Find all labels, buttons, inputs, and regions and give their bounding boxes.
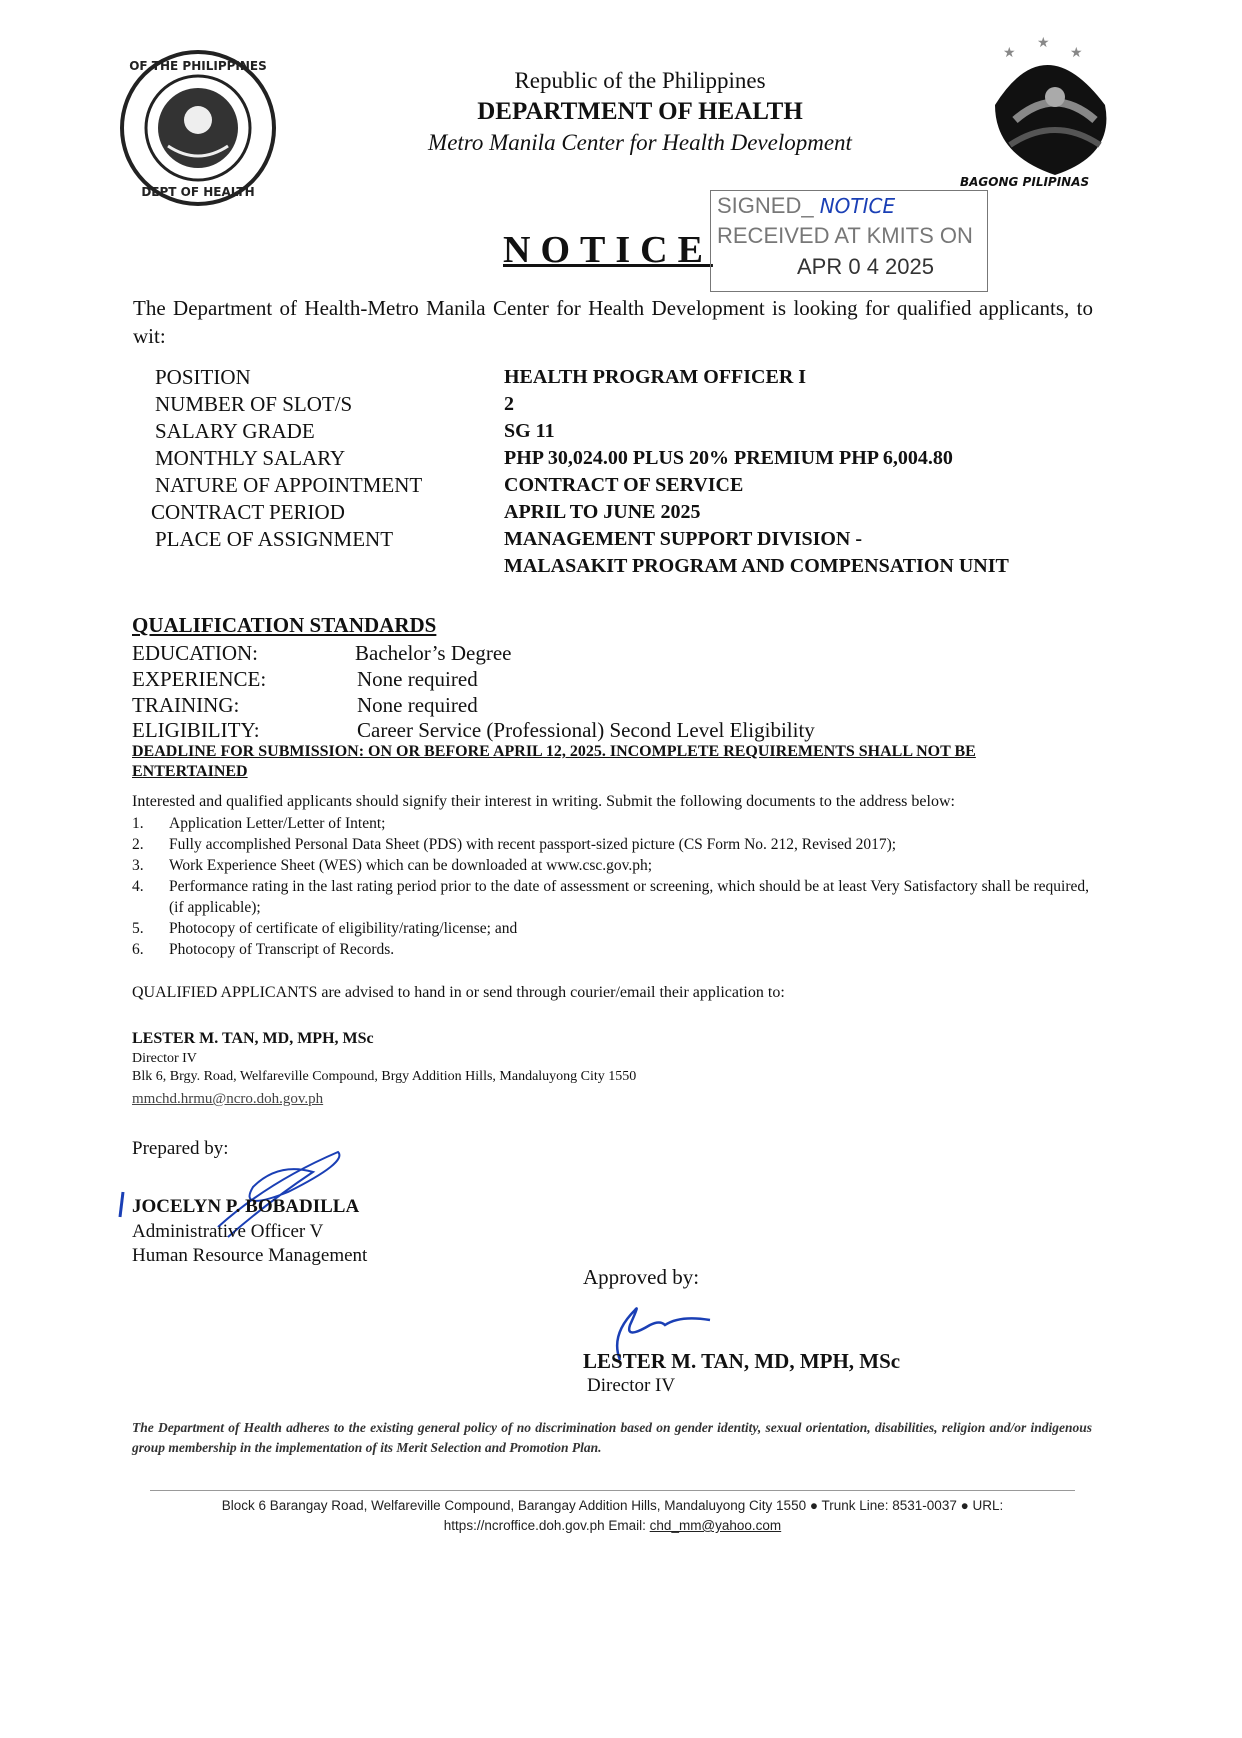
department-line: DEPARTMENT OF HEALTH bbox=[477, 98, 803, 125]
bagong-pilipinas-logo bbox=[960, 35, 1135, 195]
detail-label: PLACE OF ASSIGNMENT bbox=[155, 527, 394, 551]
detail-label: SALARY GRADE bbox=[155, 419, 315, 443]
detail-value: CONTRACT OF SERVICE bbox=[504, 474, 744, 496]
center-line: Metro Manila Center for Health Development bbox=[428, 130, 852, 155]
detail-label: MONTHLY SALARY bbox=[155, 446, 346, 470]
approver-name: LESTER M. TAN, MD, MPH, MSc bbox=[583, 1349, 901, 1373]
footer-divider bbox=[150, 1490, 1075, 1491]
advice-text: QUALIFIED APPLICANTS are advised to hand in or send through courier/email their application to: bbox=[132, 984, 785, 1001]
qualification-label: TRAINING: bbox=[132, 693, 240, 717]
detail-value: MALASAKIT PROGRAM AND COMPENSATION UNIT bbox=[504, 555, 1009, 577]
preparer-office: Human Resource Management bbox=[132, 1245, 368, 1266]
received-stamp: SIGNED_ NOTICE RECEIVED AT KMITS ON APR 0 4 2025 bbox=[710, 190, 988, 292]
letterhead bbox=[300, 66, 980, 158]
footer-address: Block 6 Barangay Road, Welfareville Compound, Barangay Addition Hills, Mandaluyong City 1550 ● Trunk Line: 8531-0037 ● URL: bbox=[221, 1498, 1004, 1513]
doh-seal-logo bbox=[118, 48, 278, 208]
list-number: 1. bbox=[132, 815, 144, 832]
instructions: Interested and qualified applicants should signify their interest in writing. Submit the following documents to the address below: bbox=[132, 793, 955, 810]
preparer-name: JOCELYN P. BOBADILLA bbox=[132, 1196, 360, 1217]
qualification-value: None required bbox=[357, 693, 478, 717]
stamp-signed-value: NOTICE bbox=[819, 194, 896, 218]
logo-text: BAGONG PILIPINAS bbox=[960, 175, 1090, 189]
approved-label: Approved by: bbox=[583, 1265, 700, 1289]
svg-text:★: ★ bbox=[1070, 46, 1083, 61]
list-text: Performance rating in the last rating period prior to the date of assessment or screening, which should be at least Very Satisfactory shall be required, (if applicable); bbox=[169, 878, 1089, 916]
list-item bbox=[132, 918, 1092, 939]
detail-value: HEALTH PROGRAM OFFICER I bbox=[504, 366, 807, 388]
list-item bbox=[132, 855, 1092, 876]
intro-paragraph: The Department of Health-Metro Manila Center for Health Development is looking for qualified applicants, to wit: bbox=[133, 296, 1093, 348]
qualification-label: EDUCATION: bbox=[132, 641, 258, 665]
footer bbox=[150, 1496, 1075, 1536]
preparer-title: Administrative Officer V bbox=[132, 1221, 324, 1242]
detail-label: NATURE OF APPOINTMENT bbox=[155, 473, 423, 497]
addressee-email-link[interactable]: mmchd.hrmu@ncro.doh.gov.ph bbox=[132, 1091, 324, 1107]
prepared-label: Prepared by: bbox=[132, 1138, 229, 1159]
list-item bbox=[132, 834, 1092, 855]
detail-value: APRIL TO JUNE 2025 bbox=[504, 501, 701, 523]
list-item bbox=[132, 813, 1092, 834]
list-text: Application Letter/Letter of Intent; bbox=[169, 815, 386, 832]
republic-line: Republic of the Philippines bbox=[514, 68, 766, 93]
svg-text:★: ★ bbox=[1037, 36, 1050, 51]
list-number: 6. bbox=[132, 941, 144, 958]
qualification-value: Career Service (Professional) Second Level Eligibility bbox=[357, 718, 815, 742]
svg-text:DEPT OF HEALTH: DEPT OF HEALTH bbox=[141, 185, 255, 199]
approver-title: Director IV bbox=[587, 1375, 676, 1396]
detail-label: CONTRACT PERIOD bbox=[151, 500, 345, 524]
stamp-date: APR 0 4 2025 bbox=[797, 254, 934, 279]
stamp-signed-label: SIGNED bbox=[717, 193, 802, 218]
addressee-address: Blk 6, Brgy. Road, Welfareville Compound, Brgy Addition Hills, Mandaluyong City 1550 bbox=[132, 1069, 637, 1084]
qualification-heading: QUALIFICATION STANDARDS bbox=[132, 613, 437, 637]
detail-label: NUMBER OF SLOT/S bbox=[155, 392, 353, 416]
list-item bbox=[132, 939, 1092, 960]
list-number: 2. bbox=[132, 836, 144, 853]
addressee-name: LESTER M. TAN, MD, MPH, MSc bbox=[132, 1030, 374, 1047]
list-text: Photocopy of certificate of eligibility/rating/license; and bbox=[169, 920, 518, 937]
list-number: 4. bbox=[132, 878, 144, 895]
qualification-label: EXPERIENCE: bbox=[132, 667, 267, 691]
detail-value: 2 bbox=[504, 393, 514, 415]
notice-title: NOTICE bbox=[503, 229, 713, 271]
footer-email-link[interactable]: chd_mm@yahoo.com bbox=[649, 1518, 782, 1533]
footer-url: https://ncroffice.doh.gov.ph Email: bbox=[443, 1518, 650, 1533]
deadline-notice: DEADLINE FOR SUBMISSION: ON OR BEFORE APRIL 12, 2025. INCOMPLETE REQUIREMENTS SHALL NOT BE ENTERTAINED bbox=[132, 743, 976, 780]
stamp-received: RECEIVED AT KMITS ON bbox=[717, 223, 973, 248]
detail-label: POSITION bbox=[155, 365, 251, 389]
list-item bbox=[132, 876, 1092, 918]
policy-statement: The Department of Health adheres to the existing general policy of no discrimination based on gender identity, sexual orientation, disabilities, religion and/or indigenous group membership in the implementation of its Merit Selection and Promotion Plan. bbox=[132, 1420, 1092, 1455]
qualification-value: None required bbox=[357, 667, 478, 691]
detail-value: MANAGEMENT SUPPORT DIVISION - bbox=[504, 528, 863, 550]
detail-value: PHP 30,024.00 PLUS 20% PREMIUM PHP 6,004.80 bbox=[504, 447, 953, 469]
list-number: 3. bbox=[132, 857, 144, 874]
list-number: 5. bbox=[132, 920, 144, 937]
list-text: Fully accomplished Personal Data Sheet (PDS) with recent passport-sized picture (CS Form No. 212, Revised 2017); bbox=[169, 836, 897, 853]
addressee-title: Director IV bbox=[132, 1051, 197, 1066]
list-text: Work Experience Sheet (WES) which can be downloaded at www.csc.gov.ph; bbox=[169, 857, 653, 874]
svg-text:★: ★ bbox=[1003, 46, 1016, 61]
qualification-label: ELIGIBILITY: bbox=[132, 718, 260, 742]
qualification-value: Bachelor’s Degree bbox=[355, 641, 512, 665]
detail-value: SG 11 bbox=[504, 420, 555, 442]
svg-text:OF THE PHILIPPINES: OF THE PHILIPPINES bbox=[129, 59, 267, 73]
list-text: Photocopy of Transcript of Records. bbox=[169, 941, 395, 958]
